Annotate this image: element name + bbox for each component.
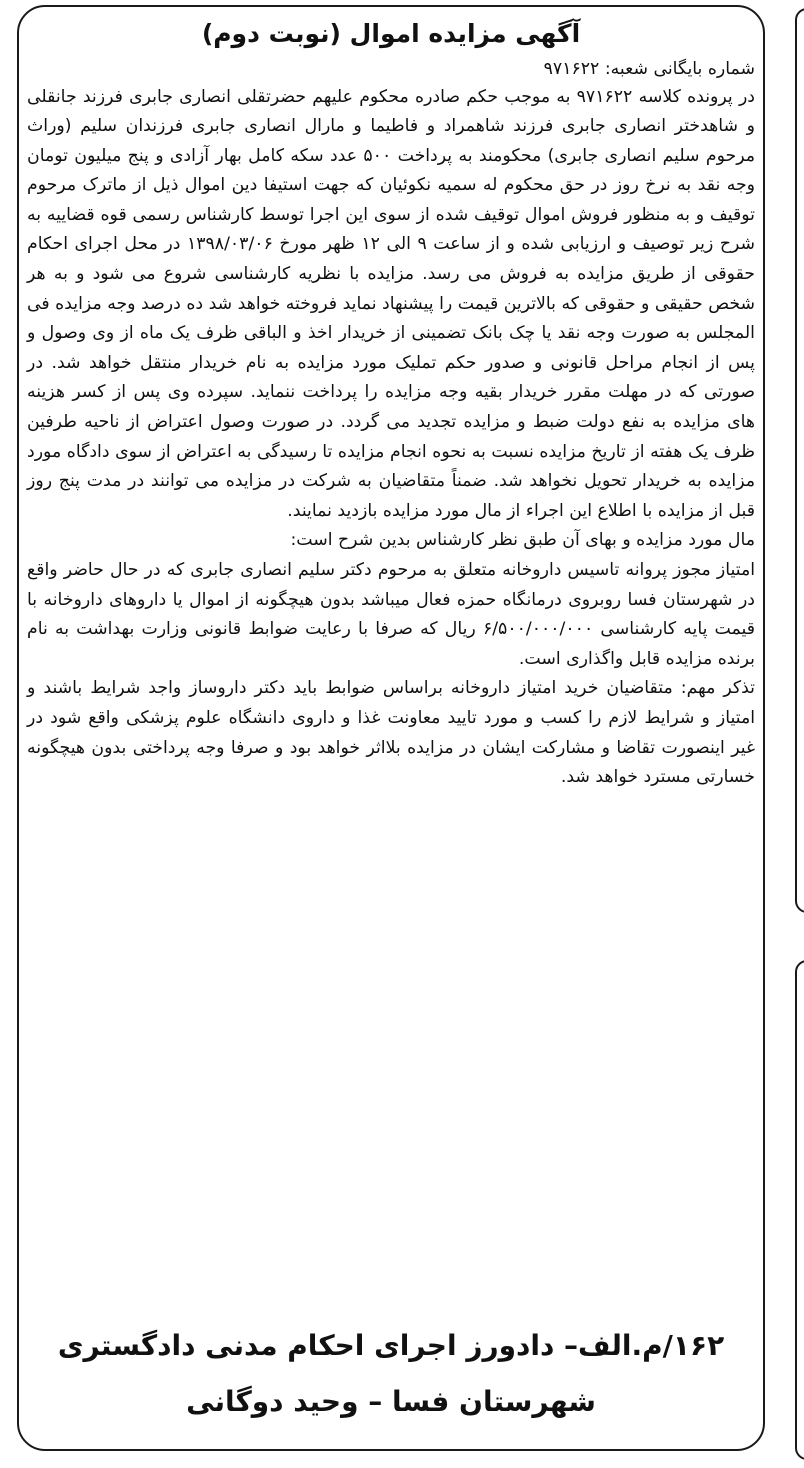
adjacent-notice-border-bottom (795, 960, 804, 1460)
property-intro: مال مورد مزایده و بهای آن طبق نظر کارشناس بدین شرح است: (290, 530, 755, 551)
signature-block (27, 1318, 755, 1430)
important-note: تذکر مهم: متقاضیان خرید امتیاز داروخانه براساس ضوابط باید دکتر داروساز واجد شرایط باشند و امتیاز و شرایط لازم را کسب و مورد تایید معاونت غذا و داروی دانشگاه علوم پزشکی واقع شود در غیر اینصورت تقاضا و مشارکت ایشان در مزایده بلااثر خواهد بود و صرفا وجه پرداختی بدون هیچگونه خسارتی مسترد خواهد شد. (27, 678, 755, 788)
property-description: امتیاز مجوز پروانه تاسیس داروخانه متعلق به مرحوم دکتر سلیم انصاری جابری که در حال حاضر واقع در شهرستان فسا روبروی درمانگاه حمزه فعال میباشد بدون هیچگونه از اموال یا داروهای داروخانه با قیمت پایه کارشناسی ۶/۵۰۰/۰۰۰/۰۰۰ ریال که صرفا با رعایت ضوابط قانونی وزارت بهداشت به نام برنده مزایده قابل واگذاری است. (27, 560, 755, 669)
notice-body: در پرونده کلاسه ۹۷۱۶۲۲ به موجب حکم صادره محکوم علیهم حضرتقلی انصاری جابری فرزند جانقلی و شاهدختر انصاری جابری فرزند شاهمراد و فاطیما و مارال انصاری جابری فرزندان سلیم (وراث مرحوم سلیم انصاری جابری) محکومند به پرداخت ۵۰۰ عدد سکه کامل بهار آزادی و پنج میلیون تومان وجه نقد به نرخ روز در حق محکوم له سمیه نکوئیان که جهت استیفا دین اموال ذیل از ماترک مرحوم توقیف و به منظور فروش اموال توقیف شده از سوی این اجرا توسط کارشناس رسمی قوه قضاییه به شرح زیر توصیف و ارزیابی شده و از ساعت ۹ الی ۱۲ ظهر مورخ ۱۳۹۸/۰۳/۰۶ در محل اجرای احکام حقوقی از طریق مزایده به فروش می رسد. مزایده با نظریه کارشناسی شروع می شود و به هر شخص حقیقی و حقوقی که بالاترین قیمت را پیشنهاد نماید فروخته خواهد شد ده درصد وجه مزایده فی المجلس به صورت وجه نقد یا چک بانک تضمینی از خریدار اخذ و الباقی ظرف یک ماه از وی وصول و پس از انجام مراحل قانونی و صدور حکم تملیک مورد مزایده به نام خریدار منتقل خواهد شد. در صورتی که در مهلت مقرر خریدار بقیه وجه مزایده را پرداخت ننماید. سپرده وی پس از کسر هزینه های مزایده به نفع دولت ضبط و مزایده تجدید می گردد. در صورت وصول اعتراض از ناحیه طرفین ظرف یک هفته از تاریخ مزایده نسبت به نحوه انجام مزایده تا رسیدگی به اعتراض از سوی دادگاه مورد مزایده به خریدار تحویل نخواهد شد. ضمناً متقاضیان به شرکت در مزایده می توانند در مدت پنج روز قبل از مزایده با اطلاع این اجراء از مال مورد مزایده بازدید نمایند. (27, 86, 756, 521)
adjacent-notice-border-top (795, 8, 804, 913)
signature-line-1: ۱۶۲/م.الف– دادورز اجرای احکام مدنی دادگستری (57, 1329, 725, 1362)
notice-content (27, 12, 755, 793)
archive-number: شماره بایگانی شعبه: ۹۷۱۶۲۲ (543, 59, 755, 79)
signature-line-2: شهرستان فسا – وحید دوگانی (186, 1385, 596, 1418)
notice-title: آگهی مزایده اموال (نوبت دوم) (201, 19, 581, 48)
